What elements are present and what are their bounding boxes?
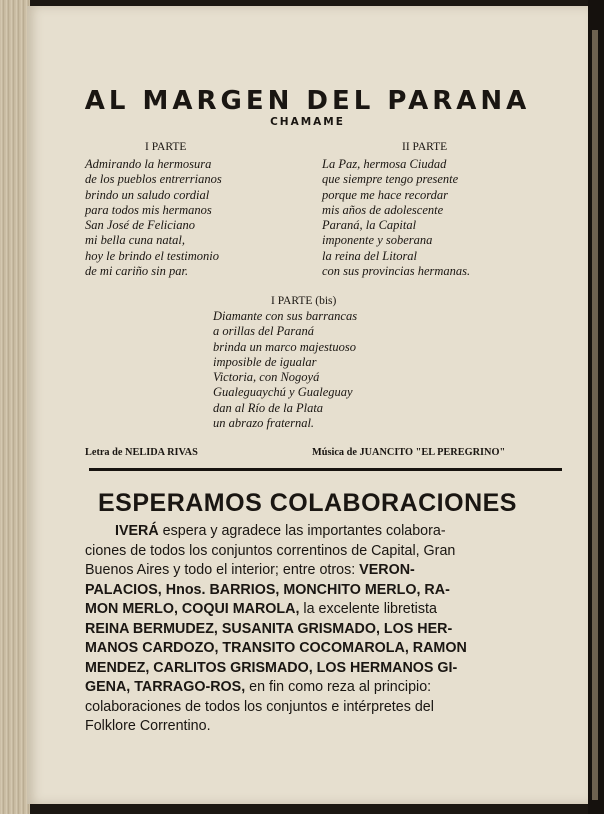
verse-line: para todos mis hermanos [85,202,212,217]
song-genre: CHAMAME [270,116,345,128]
verse-line: mis años de adolescente [322,202,444,217]
page-edges [0,0,30,814]
magazine-page [27,6,588,804]
text-run: espera y agradece las importantes colabora- [158,523,446,539]
artist-names: MON MERLO, COQUI MAROLA, [85,601,300,617]
verse-line: la reina del Litoral [322,248,418,263]
next-page-edge [592,30,598,800]
artist-names: REINA BERMUDEZ, SUSANITA GRISMADO, LOS HER- [85,620,453,637]
verse-line: Admirando la hermosura [85,157,212,171]
artist-names: VERON- [359,562,415,578]
verse-line: de los pueblos entrerrianos [85,172,222,187]
verse-line: a orillas del Paraná [213,324,315,339]
paragraph-line: colaboraciones de todos los conjuntos e intérpretes del [85,698,434,715]
artist-names: PALACIOS, Hnos. BARRIOS, MONCHITO MERLO, RA- [85,581,450,598]
verse-line: San José de Feliciano [85,218,196,233]
part2-verse [322,157,470,279]
paragraph-line [85,600,575,620]
paragraph-line [85,581,575,601]
music-credit: Música de JUANCITO "EL PEREGRINO" [312,447,506,458]
verse-line: Victoria, con Nogoyá [213,370,320,385]
part3-verse [213,309,357,431]
paragraph-line [85,561,575,581]
verse-line: imposible de igualar [213,354,317,369]
text-run: en fin como reza al principio: [245,679,432,695]
artist-names: GENA, TARRAGO-ROS, [85,679,246,695]
magazine-name: IVERÁ [115,523,159,539]
paragraph-line [85,620,575,640]
announcement-paragraph [85,522,575,737]
artist-names: MENDEZ, CARLITOS GRISMADO, LOS HERMANOS GI- [85,659,458,676]
paragraph-line [85,639,575,659]
part1-heading: I PARTE [145,141,187,153]
verse-line: brindo un saludo cordial [85,187,210,202]
paragraph-line [85,678,575,698]
verse-line: que siempre tengo presente [322,172,459,187]
artist-names: MANOS CARDOZO, TRANSITO COCOMAROLA, RAMON [85,640,467,656]
verse-line: con sus provincias hermanas. [322,264,471,279]
verse-line: Diamante con sus barrancas [213,309,358,323]
verse-line: de mi cariño sin par. [85,264,189,279]
song-title: AL MARGEN DEL PARANA [84,86,531,116]
paragraph-line [85,659,575,679]
announcement-heading: ESPERAMOS COLABORACIONES [98,489,517,517]
lyrics-credit: Letra de NELIDA RIVAS [85,447,198,458]
verse-line: mi bella cuna natal, [85,233,185,248]
verse-line: Paraná, la Capital [322,218,417,233]
verse-line: porque me hace recordar [322,187,449,202]
verse-line: imponente y soberana [322,233,433,248]
paragraph-line: Folklore Correntino. [85,718,211,734]
verse-line: un abrazo fraternal. [213,416,315,431]
verse-line: brinda un marco majestuoso [213,339,356,354]
paragraph-line [85,522,575,542]
verse-line: hoy le brindo el testimonio [85,248,220,263]
verse-line: La Paz, hermosa Ciudad [322,157,447,171]
part2-heading: II PARTE [402,141,448,153]
part1-verse [85,157,222,279]
text-run: Buenos Aires y todo el interior; entre otros: [85,562,360,578]
verse-line: dan al Río de la Plata [213,400,324,415]
verse-line: Gualeguaychú y Gualeguay [213,385,353,400]
paragraph-line: ciones de todos los conjuntos correntinos de Capital, Gran [85,542,456,559]
section-divider [89,468,562,471]
text-run: la excelente libretista [299,601,437,617]
part3-heading: I PARTE (bis) [271,295,337,307]
